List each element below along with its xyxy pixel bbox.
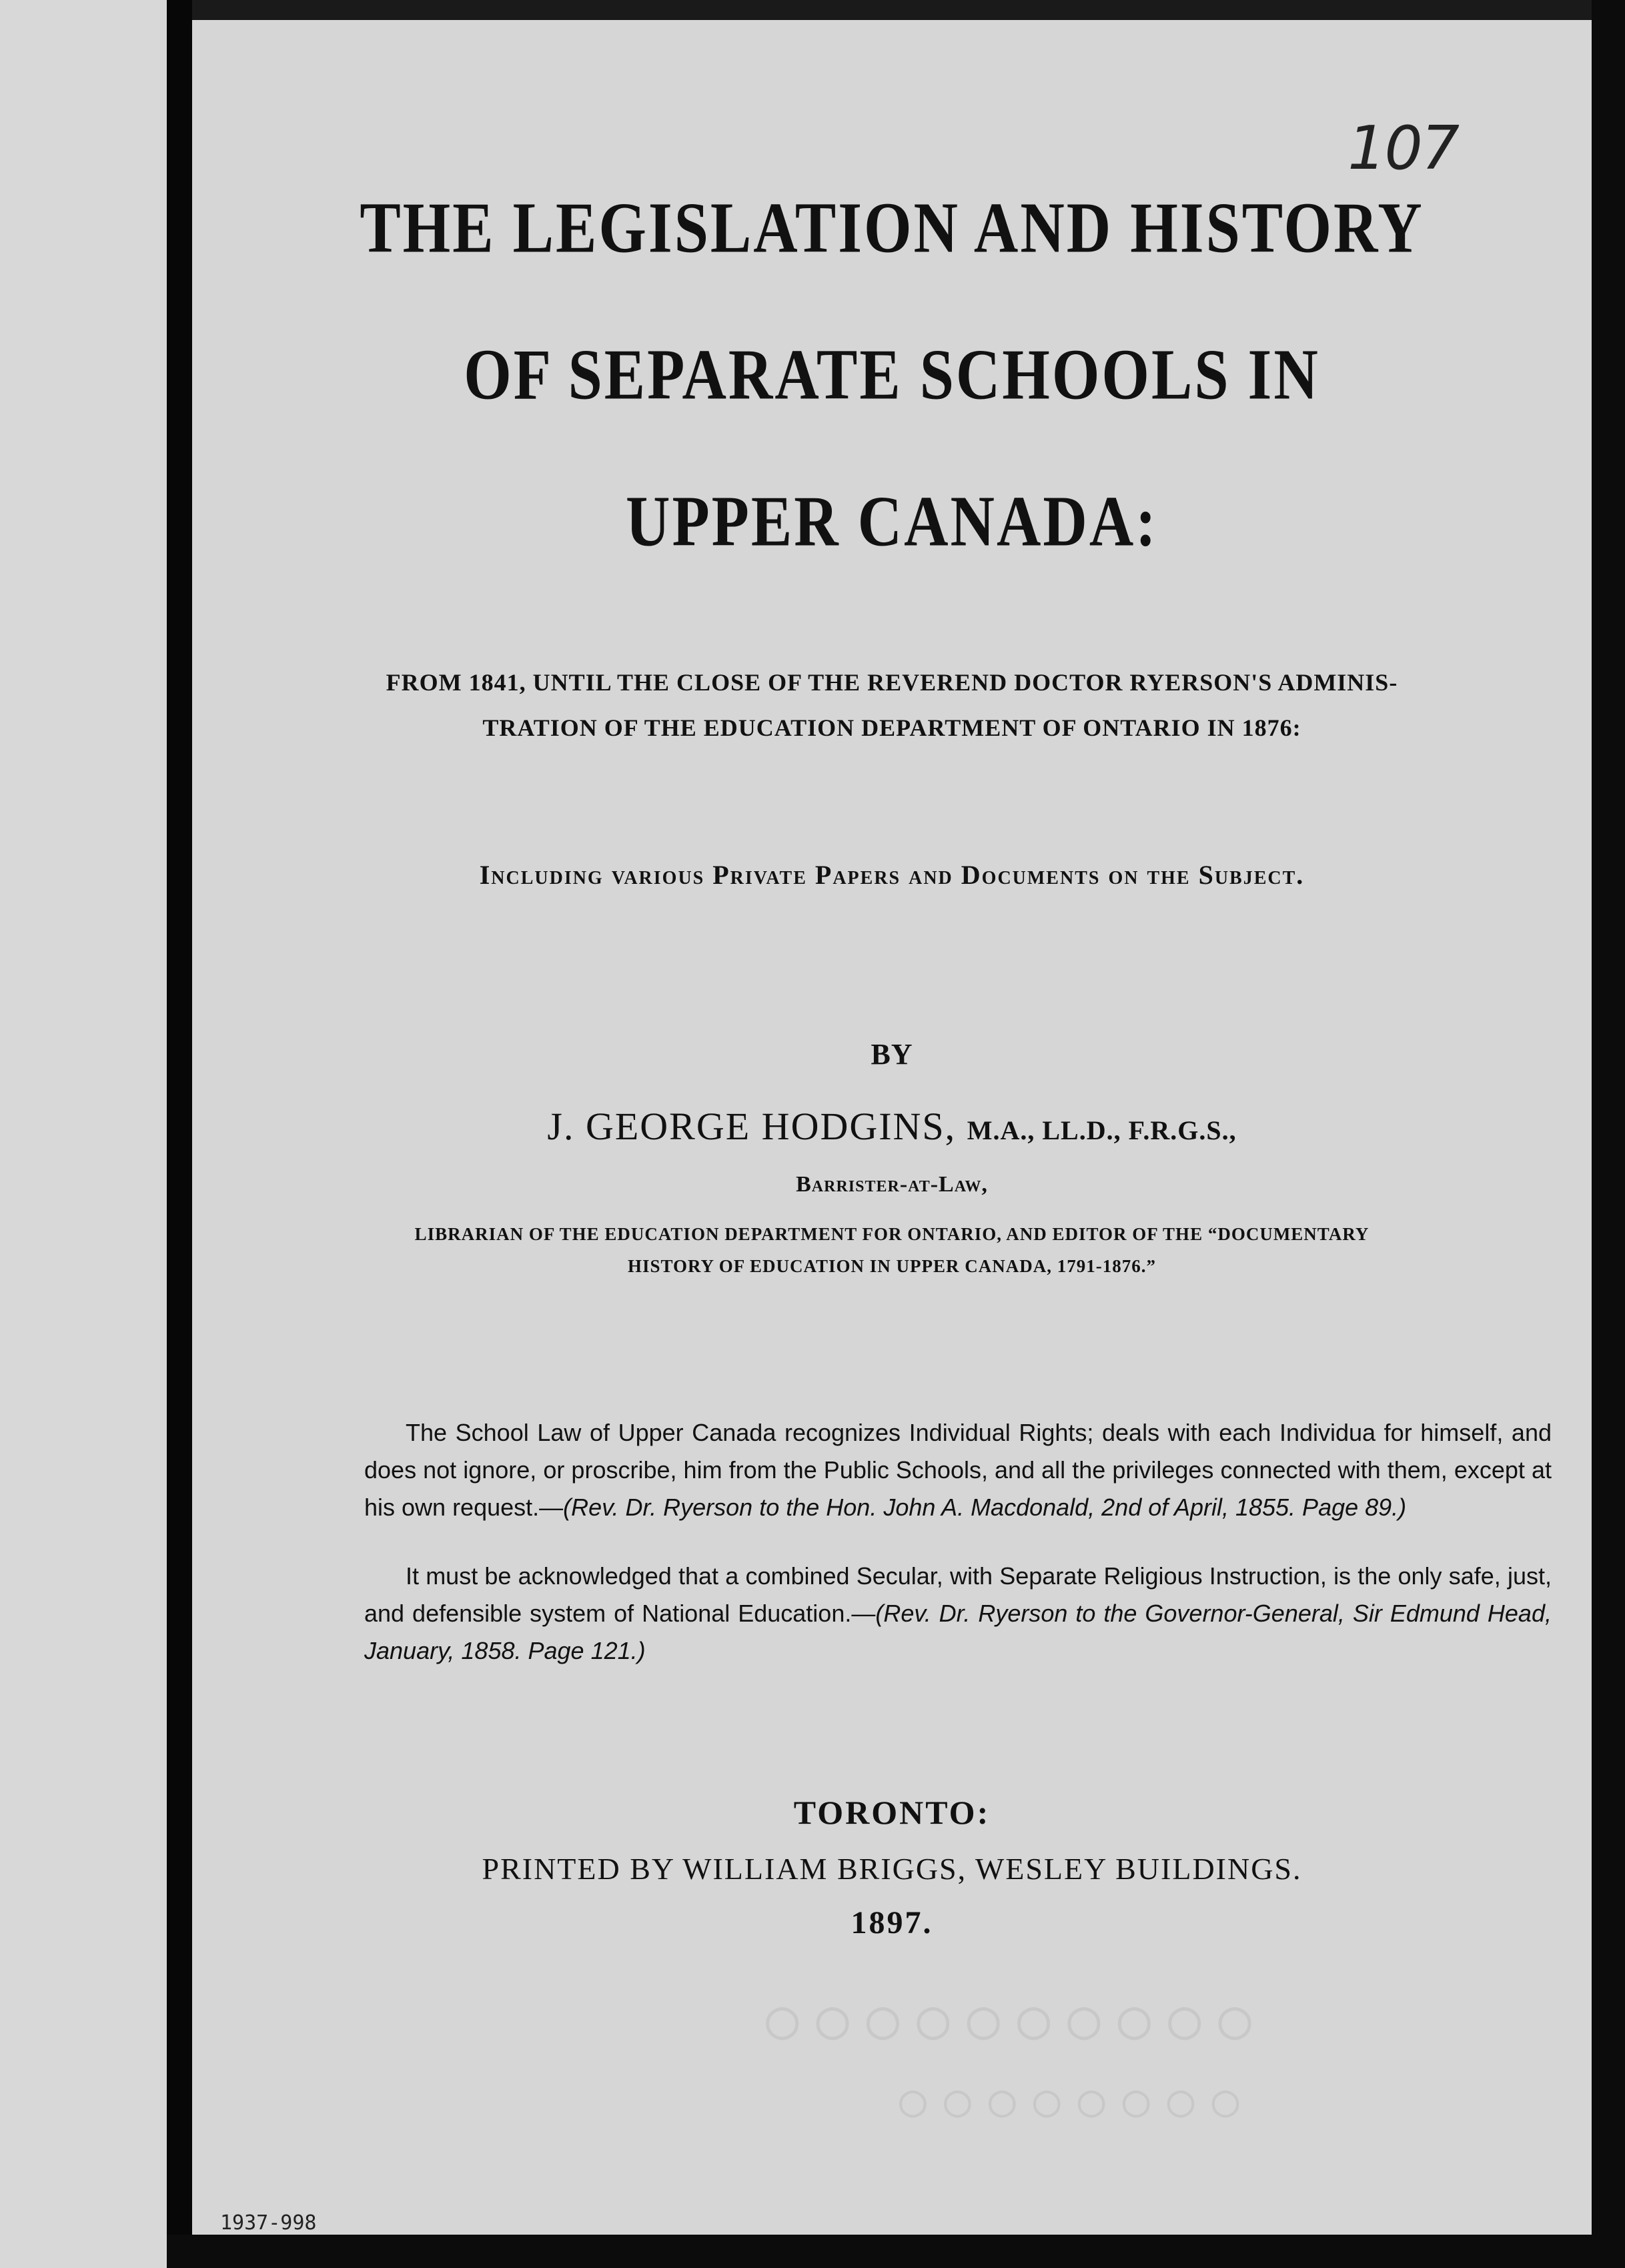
quote-text: It must be acknowledged that a combined Secular, with Separate Religious Instruction, is the only safe, just, and defensible system of National Education.— bbox=[364, 1562, 1552, 1627]
imprint-printer: PRINTED BY WILLIAM BRIGGS, WESLEY BUILDINGS. bbox=[482, 1852, 1302, 1886]
subtitle-line-1: FROM 1841, UNTIL THE CLOSE OF THE REVEREND DOCTOR RYERSON'S ADMINIS- bbox=[386, 669, 1398, 696]
perforated-stamp: ○○○○○○○○○○ bbox=[766, 1988, 1269, 2051]
including-line: Including various Private Papers and Documents on the Subject. bbox=[479, 860, 1305, 890]
quote-text: The School Law of Upper Canada recognizes Individual Rights; deals with each Individua for himself, and does not ignore, or proscribe, him from the Public Schools, and all the privileges connected with them, except at his own request.— bbox=[364, 1419, 1552, 1521]
imprint-place: TORONTO: bbox=[793, 1794, 991, 1831]
title-page bbox=[192, 20, 1592, 2235]
subtitle-line-2: TRATION OF THE EDUCATION DEPARTMENT OF ONTARIO IN 1876: bbox=[482, 714, 1301, 741]
barrister-line: Barrister-at-Law, bbox=[796, 1172, 988, 1197]
book-spine-shadow bbox=[167, 0, 192, 2268]
page-number: 107 bbox=[1347, 113, 1458, 183]
shelf-mark: 1937-998 bbox=[220, 2211, 317, 2235]
by-line: BY bbox=[871, 1038, 913, 1071]
scan-border-right bbox=[1592, 0, 1625, 2268]
title-line-1: THE LEGISLATION AND HISTORY bbox=[360, 187, 1424, 268]
imprint-year: 1897. bbox=[851, 1905, 933, 1940]
author-name: J. GEORGE HODGINS, bbox=[547, 1105, 957, 1148]
author-qualifications: M.A., LL.D., F.R.G.S., bbox=[967, 1115, 1237, 1145]
perforated-stamp-row-2: ○○○○○○○○ bbox=[899, 2075, 1257, 2127]
quote-citation: (Rev. Dr. Ryerson to the Governor-General, Sir Edmund Head, January, 1858. Page 121.) bbox=[364, 1600, 1552, 1664]
title-line-2: OF SEPARATE SCHOOLS IN bbox=[464, 334, 1320, 415]
scan-border-bottom bbox=[167, 2235, 1625, 2268]
epigraph-quote-2 bbox=[364, 1558, 1552, 1670]
librarian-line-1: LIBRARIAN OF THE EDUCATION DEPARTMENT FOR ONTARIO, AND EDITOR OF THE “DOCUMENTARY bbox=[414, 1224, 1370, 1244]
facing-page-edge bbox=[0, 0, 167, 2268]
librarian-line-2: HISTORY OF EDUCATION IN UPPER CANADA, 1791-1876.” bbox=[627, 1256, 1157, 1276]
title-line-3: UPPER CANADA: bbox=[626, 480, 1158, 562]
epigraph-quote-1 bbox=[364, 1414, 1552, 1526]
author-line bbox=[192, 1104, 1592, 1149]
quote-citation: (Rev. Dr. Ryerson to the Hon. John A. Macdonald, 2nd of April, 1855. Page 89.) bbox=[563, 1494, 1407, 1521]
